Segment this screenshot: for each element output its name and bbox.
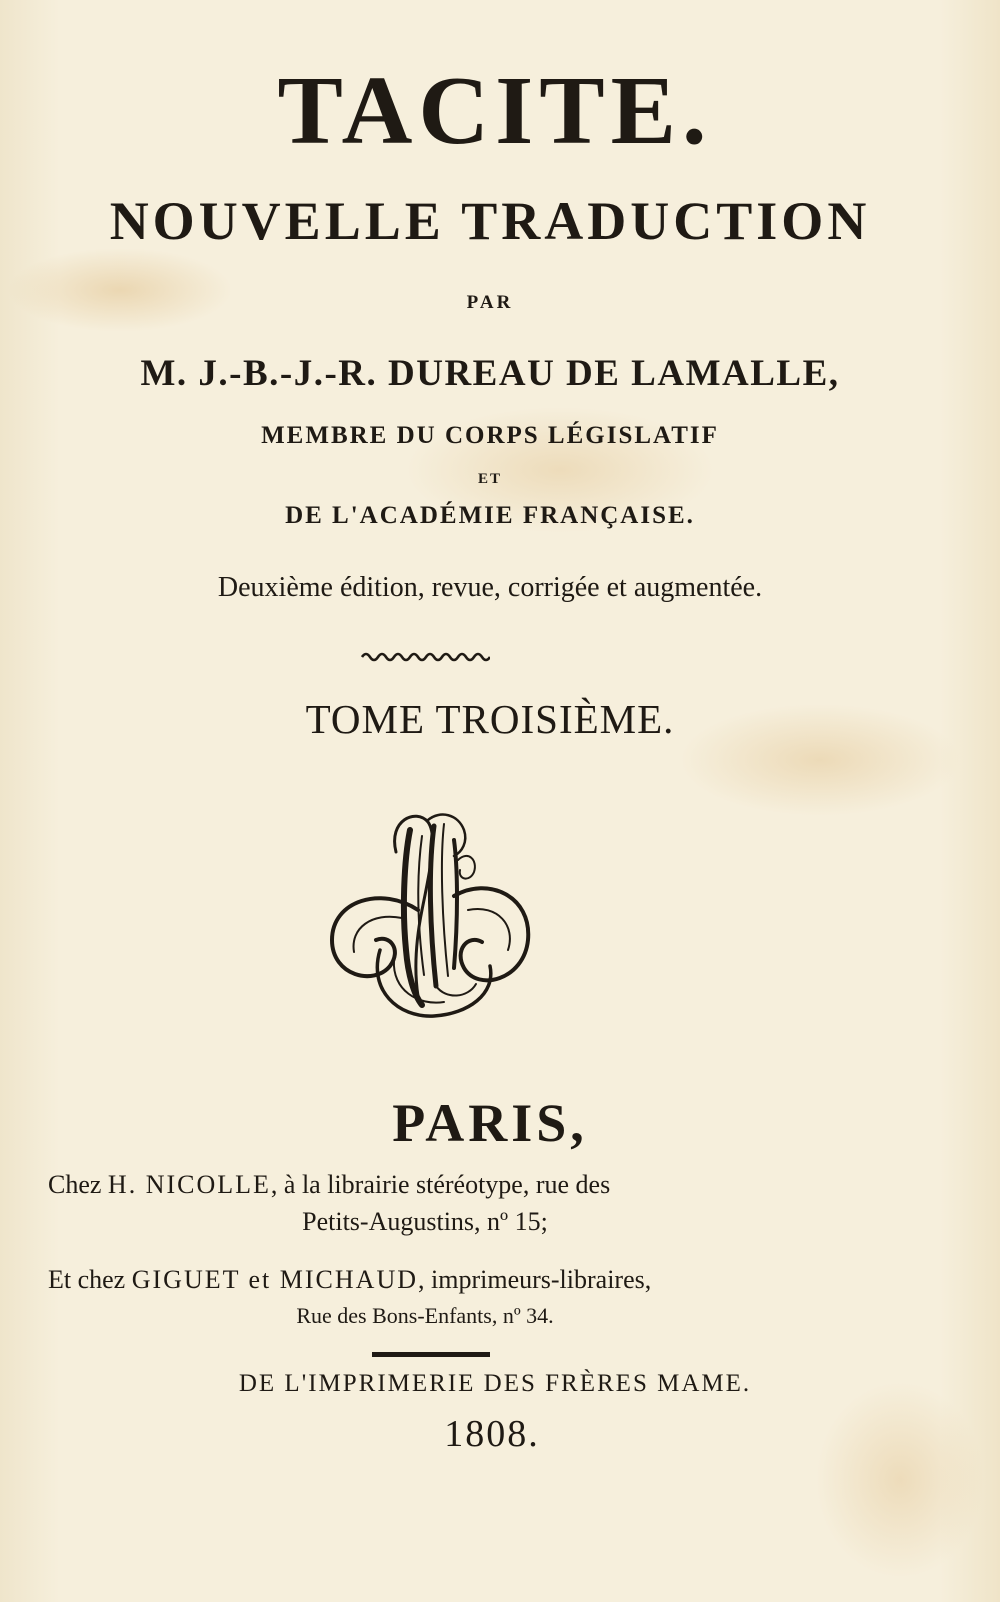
monogram-ornament-icon [318,800,546,1030]
publisher-1-prefix: Chez [48,1170,108,1199]
publisher-2-prefix: Et chez [48,1265,132,1294]
publisher-1-address: Petits-Augustins, nº 15; [302,1207,548,1236]
by-label: PAR [466,292,514,313]
wavy-rule-divider [360,648,490,664]
printer-line: DE L'IMPRIMERIE DES FRÈRES MAME. [238,1370,752,1397]
publisher-1-name: H. NICOLLE [107,1170,271,1199]
translator-role-2: DE L'ACADÉMIE FRANÇAISE. [285,502,695,529]
publication-year: 1808. [444,1413,540,1455]
translator-name: M. J.-B.-J.-R. DUREAU DE LAMALLE, [140,353,840,394]
publisher-1-rest: , à la librairie stéréotype, rue des [270,1170,611,1199]
edition-statement: Deuxième édition, revue, corrigée et augmentée. [217,572,763,603]
volume-label: TOME TROISIÈME. [305,696,675,742]
publisher-2-address: Rue des Bons-Enfants, nº 34. [296,1303,554,1328]
publisher-2-rest: , imprimeurs-libraires, [418,1265,652,1294]
book-subtitle: NOUVELLE TRADUCTION [109,191,871,251]
publisher-2-names: GIGUET et MICHAUD [131,1265,419,1294]
imprint-city: PARIS, [392,1093,588,1153]
publisher-2-line [48,1265,651,1295]
book-title: TACITE. [277,57,713,165]
rule-divider [372,1352,490,1358]
publisher-1-line [48,1170,610,1200]
translator-role-1: MEMBRE DU CORPS LÉGISLATIF [261,422,719,449]
translator-role-and: ET [477,471,502,487]
